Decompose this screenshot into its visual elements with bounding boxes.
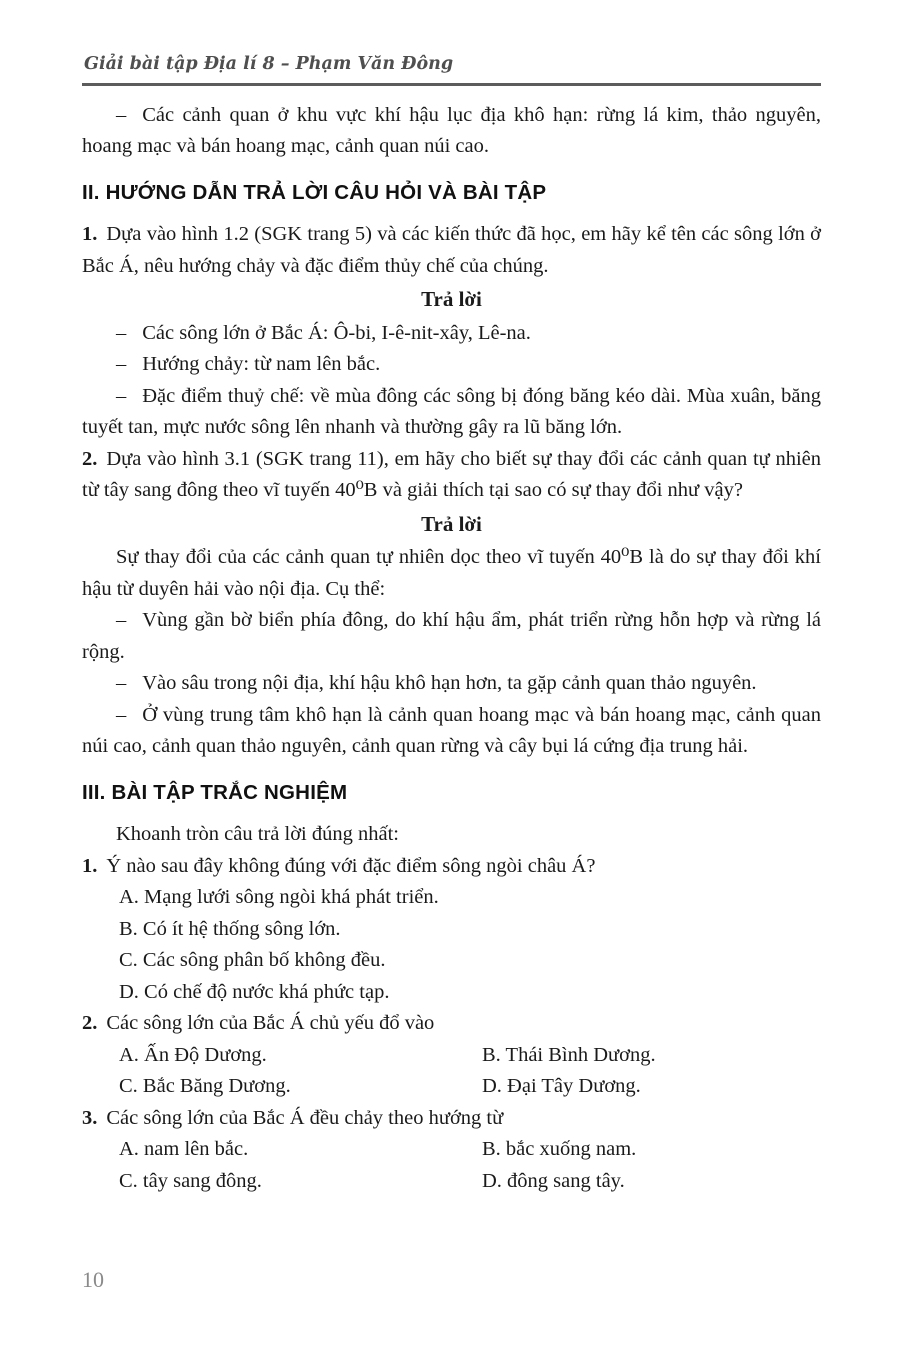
answer-option: A. Mạng lưới sông ngòi khá phát triển. (119, 886, 439, 909)
item-number: 2. (82, 1012, 98, 1035)
dash-paragraph: – Ở vùng trung tâm khô hạn là cảnh quan hoang mạc và bán hoang mạc, cảnh quan núi cao, cảnh quan thảo nguyên, cảnh quan rừng và cây bụi lá cứng địa trung hải. (82, 703, 821, 758)
section-heading: III. BÀI TẬP TRẮC NGHIỆM (82, 780, 348, 804)
dash-paragraph: – Các cảnh quan ở khu vực khí hậu lục địa khô hạn: rừng lá kim, thảo nguyên, hoang mạc và bán hoang mạc, cảnh quan núi cao. (82, 103, 821, 158)
paragraph: Khoanh tròn câu trả lời đúng nhất: (116, 823, 399, 846)
answer-option: C. Các sông phân bố không đều. (119, 949, 386, 972)
answer-option: B. Có ít hệ thống sông lớn. (119, 917, 341, 940)
numbered-paragraph: 1. Ý nào sau đây không đúng với đặc điểm sông ngòi châu Á? (82, 854, 596, 877)
dash-paragraph: – Đặc điểm thuỷ chế: về mùa đông các sông bị đóng băng kéo dài. Mùa xuân, băng tuyết tan, mực nước sông lên nhanh và thường gây ra lũ băng lớn. (82, 384, 821, 439)
answer-label: Trả lời (421, 511, 482, 536)
answer-label: Trả lời (421, 287, 482, 312)
answer-option: A. Ấn Độ Dương. (119, 1043, 267, 1066)
numbered-paragraph: 2. Các sông lớn của Bắc Á chủ yếu đổ vào (82, 1012, 435, 1035)
item-number: 1. (82, 223, 98, 246)
paragraph: Sự thay đổi của các cảnh quan tự nhiên dọc theo vĩ tuyến 40⁰B là do sự thay đổi khí hậu từ duyên hải vào nội địa. Cụ thể: (82, 546, 821, 600)
answer-option: D. Đại Tây Dương. (482, 1075, 641, 1098)
answer-option: B. Thái Bình Dương. (482, 1043, 656, 1066)
answer-option: A. nam lên bắc. (119, 1138, 249, 1161)
answer-option-row (82, 1071, 821, 1103)
numbered-paragraph: 2. Dựa vào hình 3.1 (SGK trang 11), em hãy cho biết sự thay đổi các cảnh quan tự nhiên từ tây sang đông theo vĩ tuyến 40⁰B và giải thích tại sao có sự thay đổi như vậy? (82, 447, 821, 502)
answer-option: B. bắc xuống nam. (482, 1138, 637, 1161)
answer-option: C. tây sang đông. (119, 1169, 262, 1192)
dash-marker: – (116, 353, 127, 376)
running-header: Giải bài tập Địa lí 8 – Phạm Văn Đông (82, 54, 821, 86)
answer-option: C. Bắc Băng Dương. (119, 1075, 291, 1098)
dash-paragraph: – Vùng gần bờ biển phía đông, do khí hậu ẩm, phát triển rừng hỗn hợp và rừng lá rộng. (82, 609, 821, 663)
section-heading: II. HƯỚNG DẪN TRẢ LỜI CÂU HỎI VÀ BÀI TẬP (82, 180, 547, 204)
item-number: 2. (82, 447, 98, 470)
item-number: 3. (82, 1106, 98, 1129)
numbered-paragraph: 3. Các sông lớn của Bắc Á đều chảy theo hướng từ (82, 1106, 504, 1129)
dash-marker: – (116, 384, 127, 407)
dash-marker: – (116, 672, 127, 695)
numbered-paragraph: 1. Dựa vào hình 1.2 (SGK trang 5) và các kiến thức đã học, em hãy kể tên các sông lớn ở Bắc Á, nêu hướng chảy và đặc điểm thủy chế của chúng. (82, 223, 821, 277)
answer-option-row (82, 1166, 821, 1198)
answer-option-row (82, 1134, 821, 1166)
item-number: 1. (82, 854, 98, 877)
dash-paragraph: – Vào sâu trong nội địa, khí hậu khô hạn hơn, ta gặp cảnh quan thảo nguyên. (116, 672, 757, 695)
answer-option: D. Có chế độ nước khá phức tạp. (119, 980, 390, 1003)
answer-option-row (82, 1040, 821, 1072)
dash-marker: – (116, 103, 127, 126)
dash-paragraph: – Các sông lớn ở Bắc Á: Ô-bi, I-ê-nit-xây, Lê-na. (116, 321, 531, 344)
dash-paragraph: – Hướng chảy: từ nam lên bắc. (116, 353, 381, 376)
document-body (82, 100, 821, 1198)
dash-marker: – (116, 321, 127, 344)
page-number: 10 (82, 1267, 104, 1292)
dash-marker: – (116, 609, 127, 632)
answer-option: D. đông sang tây. (482, 1169, 625, 1192)
dash-marker: – (116, 703, 127, 726)
